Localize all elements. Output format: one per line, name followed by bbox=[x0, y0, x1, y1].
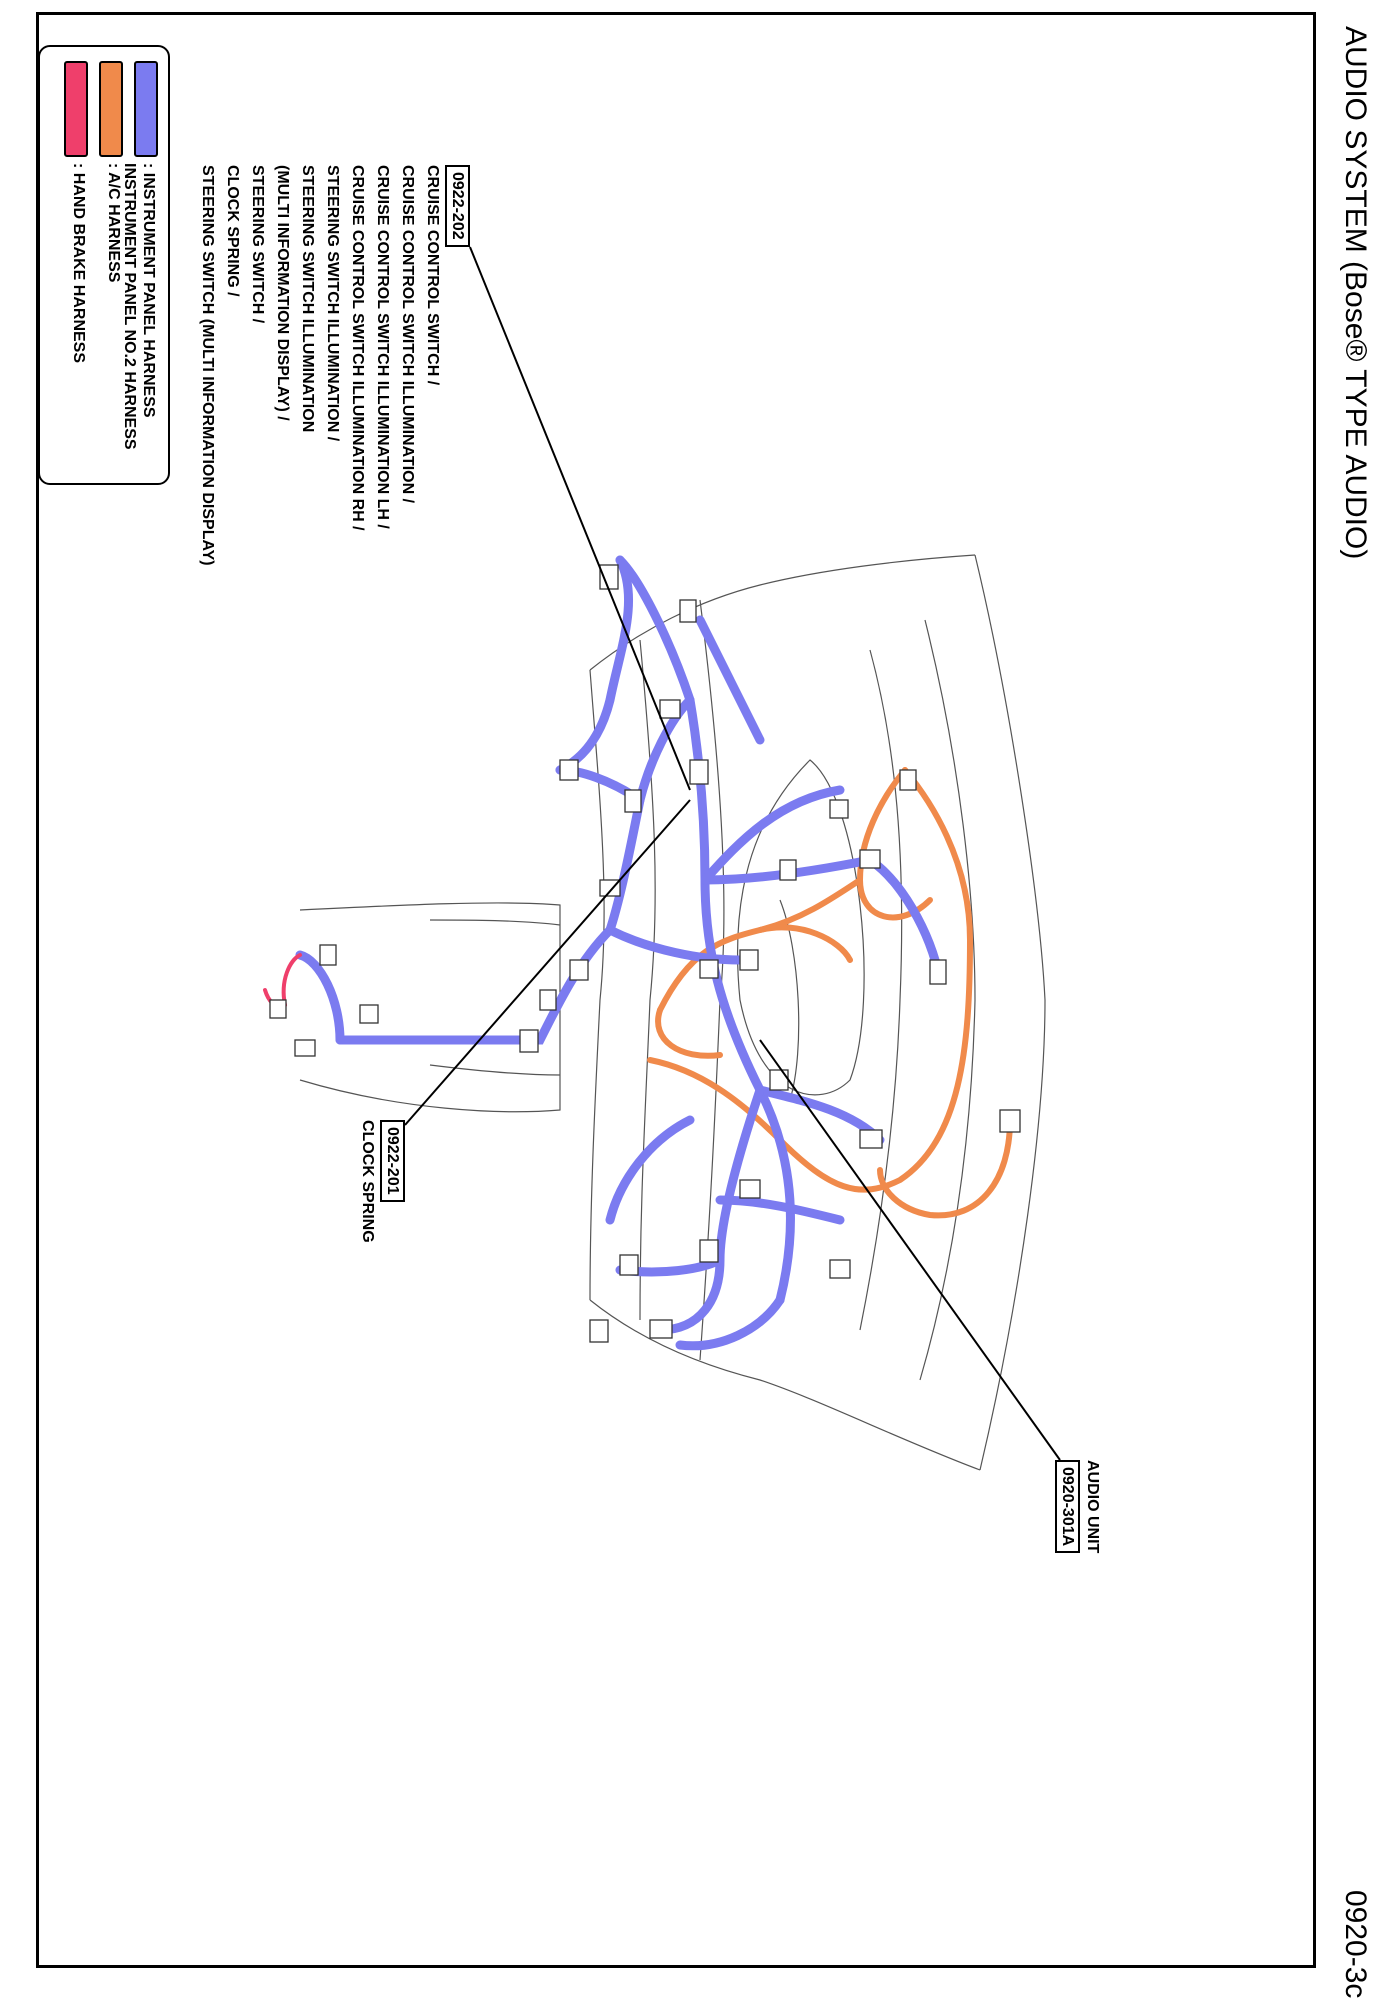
legend-label: : A/C HARNESS bbox=[105, 163, 122, 283]
legend-label: : INSTRUMENT PANEL HARNESS bbox=[140, 163, 157, 418]
legend-swatch bbox=[64, 61, 88, 157]
callout-line: STEERING SWITCH ILLUMINATION / bbox=[324, 165, 341, 442]
clock-spring-callout bbox=[355, 1120, 405, 1243]
switch-callout-code: 0922-202 bbox=[445, 165, 470, 247]
legend-swatch bbox=[134, 61, 158, 157]
callout-line: STEERING SWITCH ILLUMINATION bbox=[299, 165, 316, 433]
legend-item-instrument-panel bbox=[123, 61, 158, 469]
harness-legend bbox=[38, 45, 170, 485]
audio-unit-label: AUDIO UNIT bbox=[1084, 1460, 1101, 1554]
page-title: AUDIO SYSTEM (Bose® TYPE AUDIO) bbox=[1339, 26, 1372, 560]
legend-label: INSTRUMENT PANEL NO.2 HARNESS bbox=[121, 163, 138, 450]
legend-swatch bbox=[99, 61, 123, 157]
callout-line: CRUISE CONTROL SWITCH / bbox=[424, 165, 441, 386]
page-number: 0920-3c bbox=[1339, 1890, 1372, 1998]
hand-brake-harness bbox=[265, 955, 300, 1006]
clock-spring-label: CLOCK SPRING bbox=[359, 1120, 376, 1243]
callout-line: CRUISE CONTROL SWITCH ILLUMINATION / bbox=[399, 165, 416, 504]
legend-item-ac bbox=[88, 61, 123, 469]
callout-line: CRUISE CONTROL SWITCH ILLUMINATION RH / bbox=[349, 165, 366, 531]
audio-unit-code: 0920-301A bbox=[1055, 1460, 1080, 1553]
legend-item-hand-brake bbox=[53, 61, 88, 469]
clock-spring-code: 0922-201 bbox=[380, 1120, 405, 1202]
switch-callout bbox=[195, 165, 470, 566]
audio-unit-callout bbox=[1055, 1460, 1105, 1553]
callout-line: (MULTI INFORMATION DISPLAY) / bbox=[274, 165, 291, 421]
callout-line: CLOCK SPRING / bbox=[224, 165, 241, 297]
callout-line: STEERING SWITCH / bbox=[249, 165, 266, 324]
legend-label: : HAND BRAKE HARNESS bbox=[70, 163, 87, 364]
callout-line: CRUISE CONTROL SWITCH ILLUMINATION LH / bbox=[374, 165, 391, 529]
callout-line: STEERING SWITCH (MULTI INFORMATION DISPLAY) bbox=[199, 165, 216, 566]
